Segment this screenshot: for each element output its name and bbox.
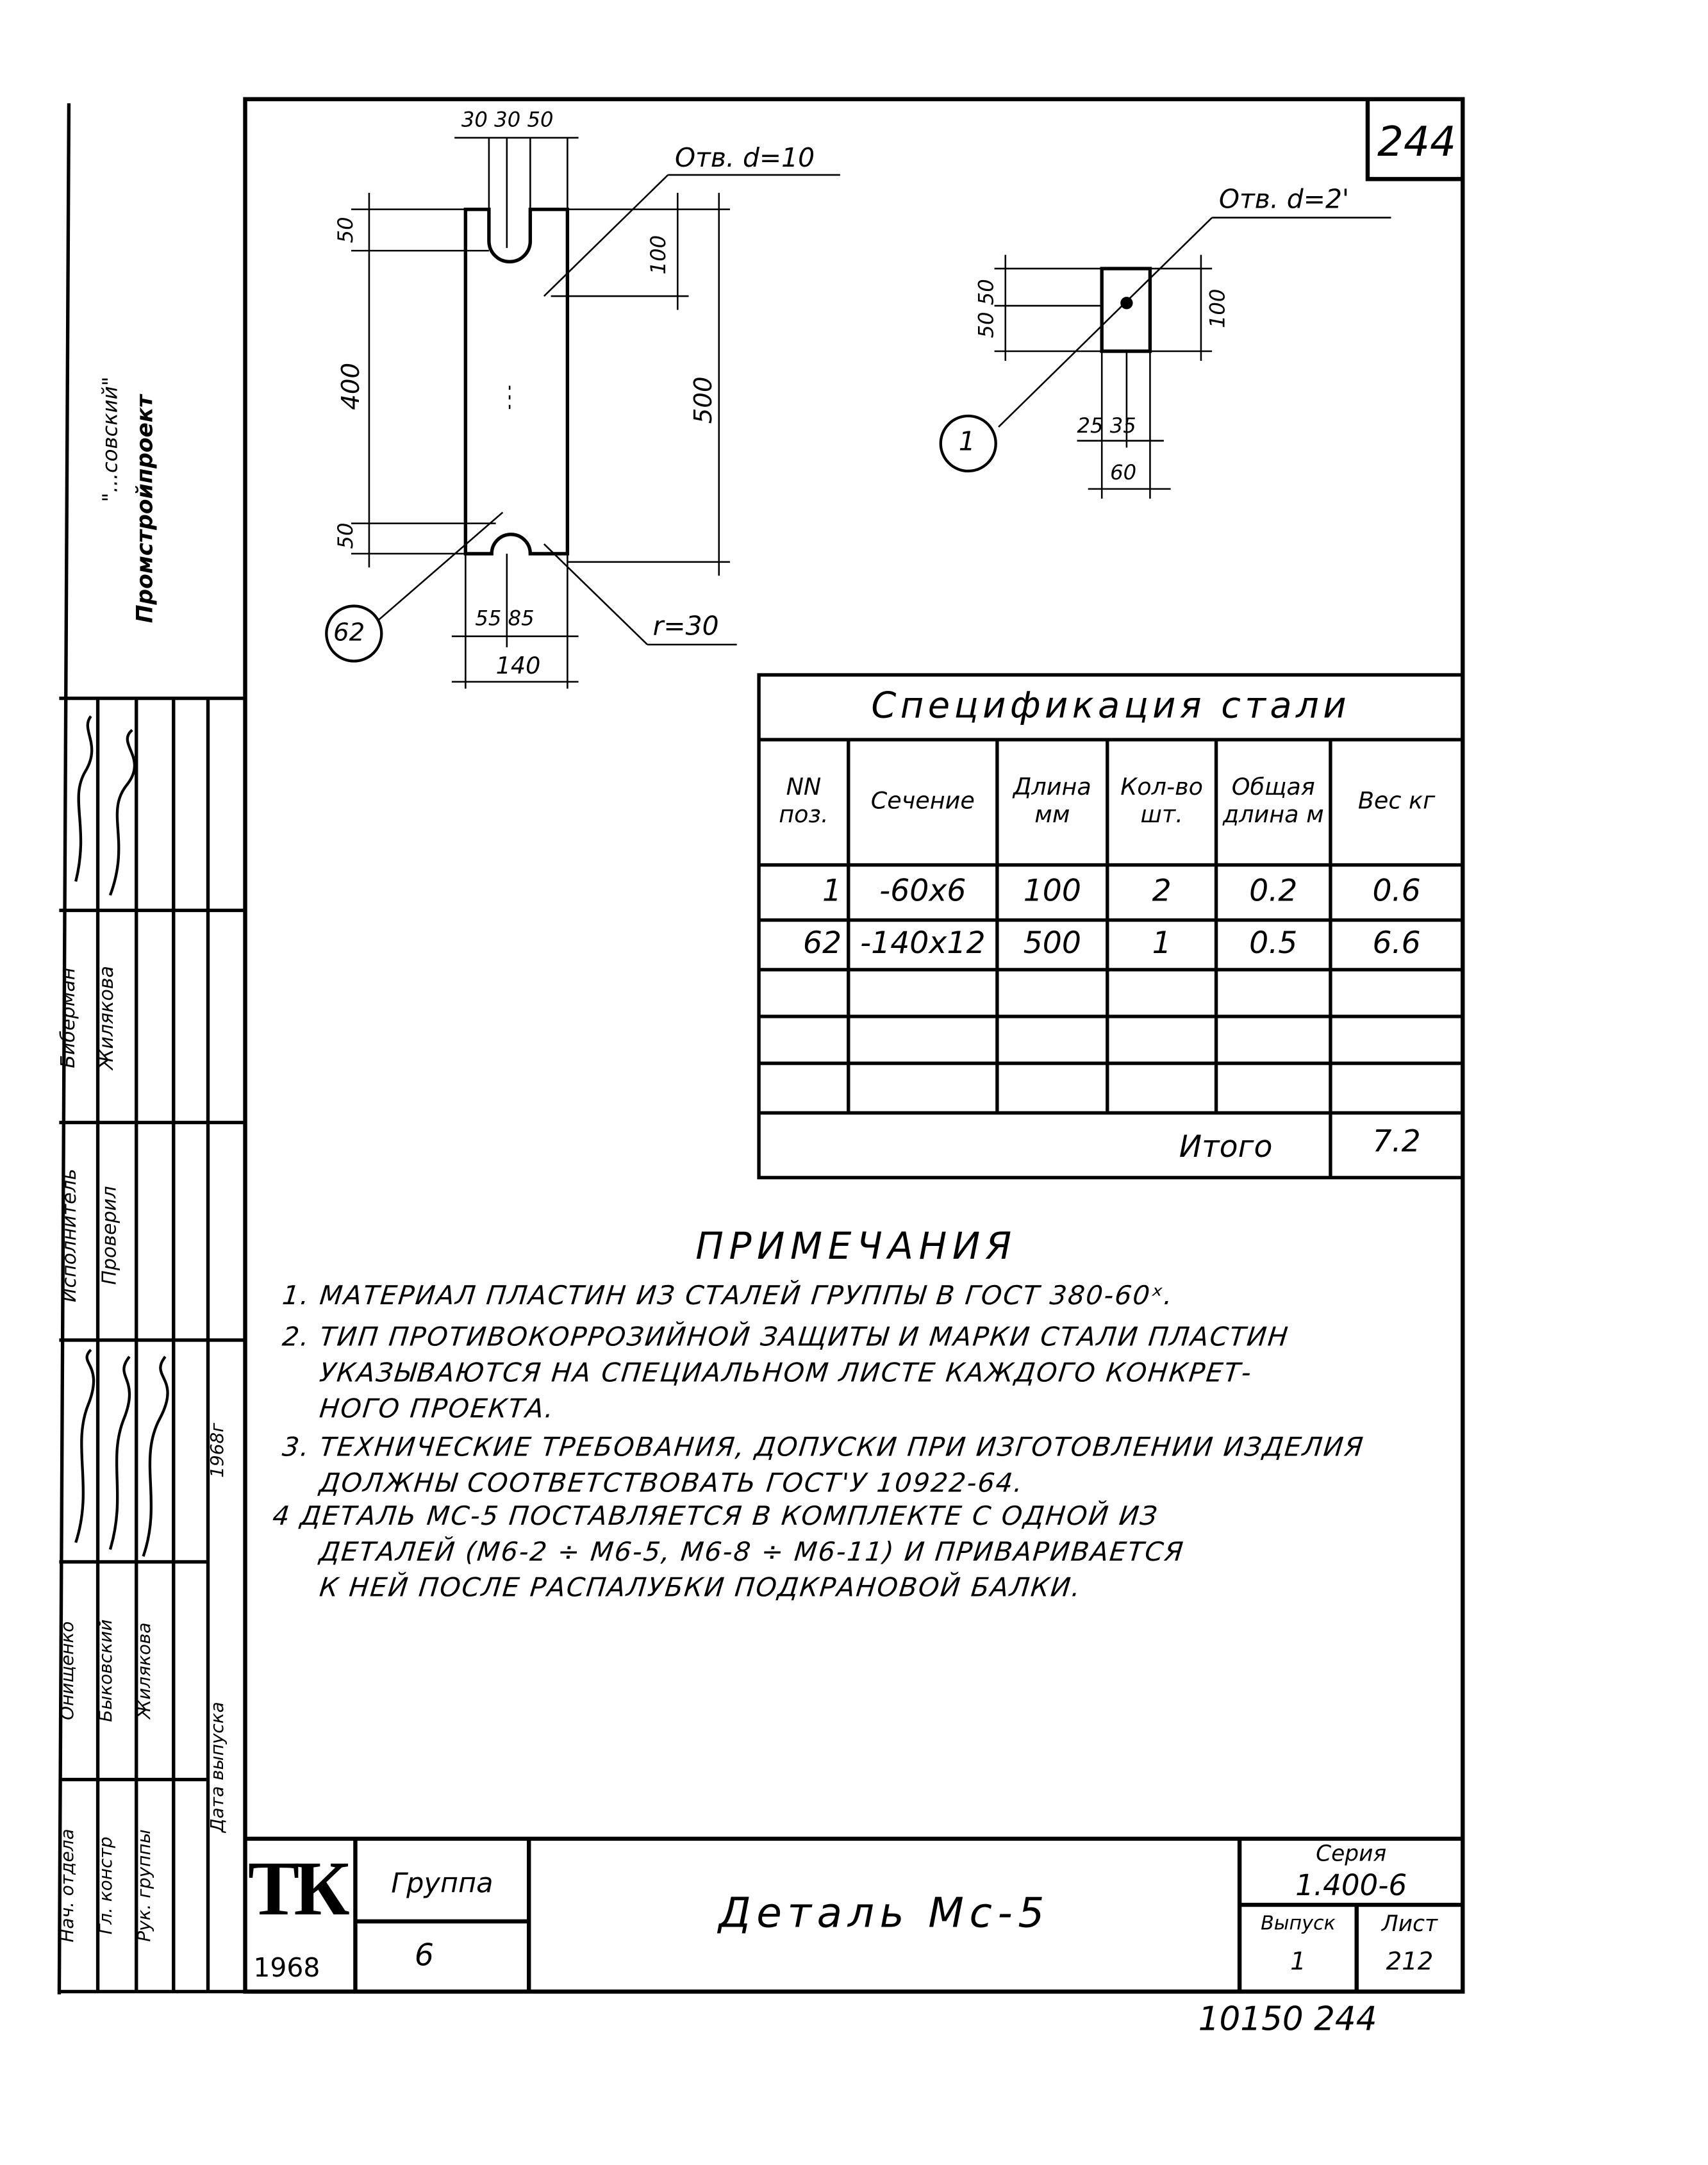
role-executor: Исполнитель	[59, 1168, 81, 1302]
dim-bottom-parts: 55 85	[475, 606, 535, 631]
header-qty: Кол-во шт.	[1120, 774, 1204, 829]
spec-table-title: Спецификация стали	[871, 685, 1350, 727]
title-year: 1968	[253, 1953, 320, 1984]
dim-left-bottom: 50	[333, 522, 358, 549]
hole-label-62: Отв. d=10	[675, 143, 815, 174]
cell-section: -60x6	[879, 875, 966, 910]
signature	[110, 730, 135, 895]
total-label: Итого	[1179, 1130, 1273, 1165]
sheet-label: Лист	[1381, 1910, 1438, 1937]
series-value: 1.400-6	[1295, 1869, 1407, 1902]
dim-right-big: 500	[689, 376, 718, 424]
cell-total-length: 0.2	[1249, 875, 1298, 910]
radius-label: r=30	[652, 611, 719, 642]
dim-top: 30 30 50	[461, 107, 554, 133]
position-62-label: 62	[333, 618, 365, 648]
signature	[76, 1350, 94, 1543]
signature	[110, 1357, 129, 1550]
dim1-bottom-total: 60	[1110, 460, 1137, 485]
role-checker: Проверил	[99, 1186, 122, 1285]
cell-qty: 2	[1152, 875, 1172, 910]
sheet-value: 212	[1386, 1946, 1434, 1977]
note-line: 3. ТЕХНИЧЕСКИЕ ТРЕБОВАНИЯ, ДОПУСКИ ПРИ ИЗГОТОВЛЕНИИ ИЗДЕЛИЯ	[281, 1432, 1366, 1463]
group-label: Группа	[391, 1866, 493, 1900]
dim1-right: 100	[1205, 288, 1231, 329]
dim-bottom-total: 140	[495, 652, 541, 681]
sheet-number: 244	[1377, 118, 1457, 167]
cell-weight: 0.6	[1372, 875, 1421, 910]
dim1-left: 50 50	[974, 279, 999, 338]
issue-label: Выпуск	[1261, 1912, 1336, 1936]
position-1-label: 1	[958, 427, 975, 458]
cell-weight: 6.6	[1372, 927, 1421, 962]
org-line-2: Промстройпроект	[131, 394, 158, 624]
cell-length: 500	[1023, 927, 1081, 962]
series-label: Серия	[1316, 1839, 1387, 1866]
total-value: 7.2	[1372, 1125, 1421, 1160]
tk-logo: ТК	[247, 1846, 345, 1933]
name-checker: Жилякова	[96, 966, 119, 1070]
dim-left-top: 50	[333, 217, 358, 244]
name-executor: Биберман	[58, 967, 80, 1068]
release-year: 1968г	[208, 1423, 229, 1478]
role-chief-designer: Гл. констр	[96, 1836, 117, 1935]
org-line-1: "...совский"	[97, 376, 123, 502]
role-group-lead: Рук. группы	[135, 1829, 156, 1942]
dim-left-mid: 400	[336, 362, 366, 410]
notes-title: ПРИМЕЧАНИЯ	[695, 1225, 1017, 1269]
note-line: НОГО ПРОЕКТА.	[318, 1393, 556, 1425]
note-line: 2. ТИП ПРОТИВОКОРРОЗИЙНОЙ ЗАЩИТЫ И МАРКИ СТАЛИ ПЛАСТИН	[281, 1322, 1291, 1353]
cell-qty: 1	[1152, 927, 1172, 962]
note-line: 1. МАТЕРИАЛ ПЛАСТИН ИЗ СТАЛЕЙ ГРУППЫ В ГОСТ 380-60ˣ.	[281, 1281, 1175, 1311]
name-dept-head: Онищенко	[58, 1621, 79, 1720]
header-weight: Вес кг	[1357, 787, 1436, 815]
header-length: Длина мм	[1013, 774, 1091, 829]
signature	[76, 716, 92, 881]
drawing-title: Деталь Мс-5	[718, 1889, 1050, 1939]
note-line: ДЕТАЛЕЙ (М6-2 ÷ М6-5, М6-8 ÷ М6-11) И ПРИВАРИВАЕТСЯ	[318, 1537, 1186, 1568]
release-date-label: Дата выпуска	[208, 1702, 229, 1833]
header-total-length: Общая длина м	[1222, 774, 1324, 829]
cell-pos: 62	[802, 927, 842, 962]
signature	[143, 1357, 167, 1557]
cell-length: 100	[1023, 875, 1081, 910]
cell-total-length: 0.5	[1249, 927, 1298, 962]
name-group-lead: Жилякова	[135, 1622, 156, 1719]
header-section: Сечение	[870, 787, 975, 815]
issue-value: 1	[1290, 1946, 1306, 1977]
group-value: 6	[414, 1939, 434, 1974]
note-line: К НЕЙ ПОСЛЕ РАСПАЛУБКИ ПОДКРАНОВОЙ БАЛКИ.	[318, 1573, 1083, 1604]
note-line: 4 ДЕТАЛЬ МС-5 ПОСТАВЛЯЕТСЯ В КОМПЛЕКТЕ С ОДНОЙ ИЗ	[271, 1501, 1160, 1532]
note-line: УКАЗЫВАЮТСЯ НА СПЕЦИАЛЬНОМ ЛИСТЕ КАЖДОГО КОНКРЕТ-	[318, 1357, 1254, 1389]
footer-code: 10150 244	[1198, 2000, 1377, 2039]
name-chief-designer: Быковский	[96, 1619, 117, 1722]
header-pos: NN поз.	[779, 774, 829, 829]
dim1-bottom-parts: 25 35	[1077, 413, 1136, 438]
hole-label-1: Отв. d=2'	[1218, 184, 1350, 215]
role-dept-head: Нач. отдела	[58, 1829, 79, 1943]
dim-right-small: 100	[645, 235, 671, 275]
note-line: ДОЛЖНЫ СООТВЕТСТВОВАТЬ ГОСТ'У 10922-64.	[318, 1468, 1025, 1499]
cell-section: -140x12	[860, 927, 986, 962]
cell-pos: 1	[822, 875, 842, 910]
